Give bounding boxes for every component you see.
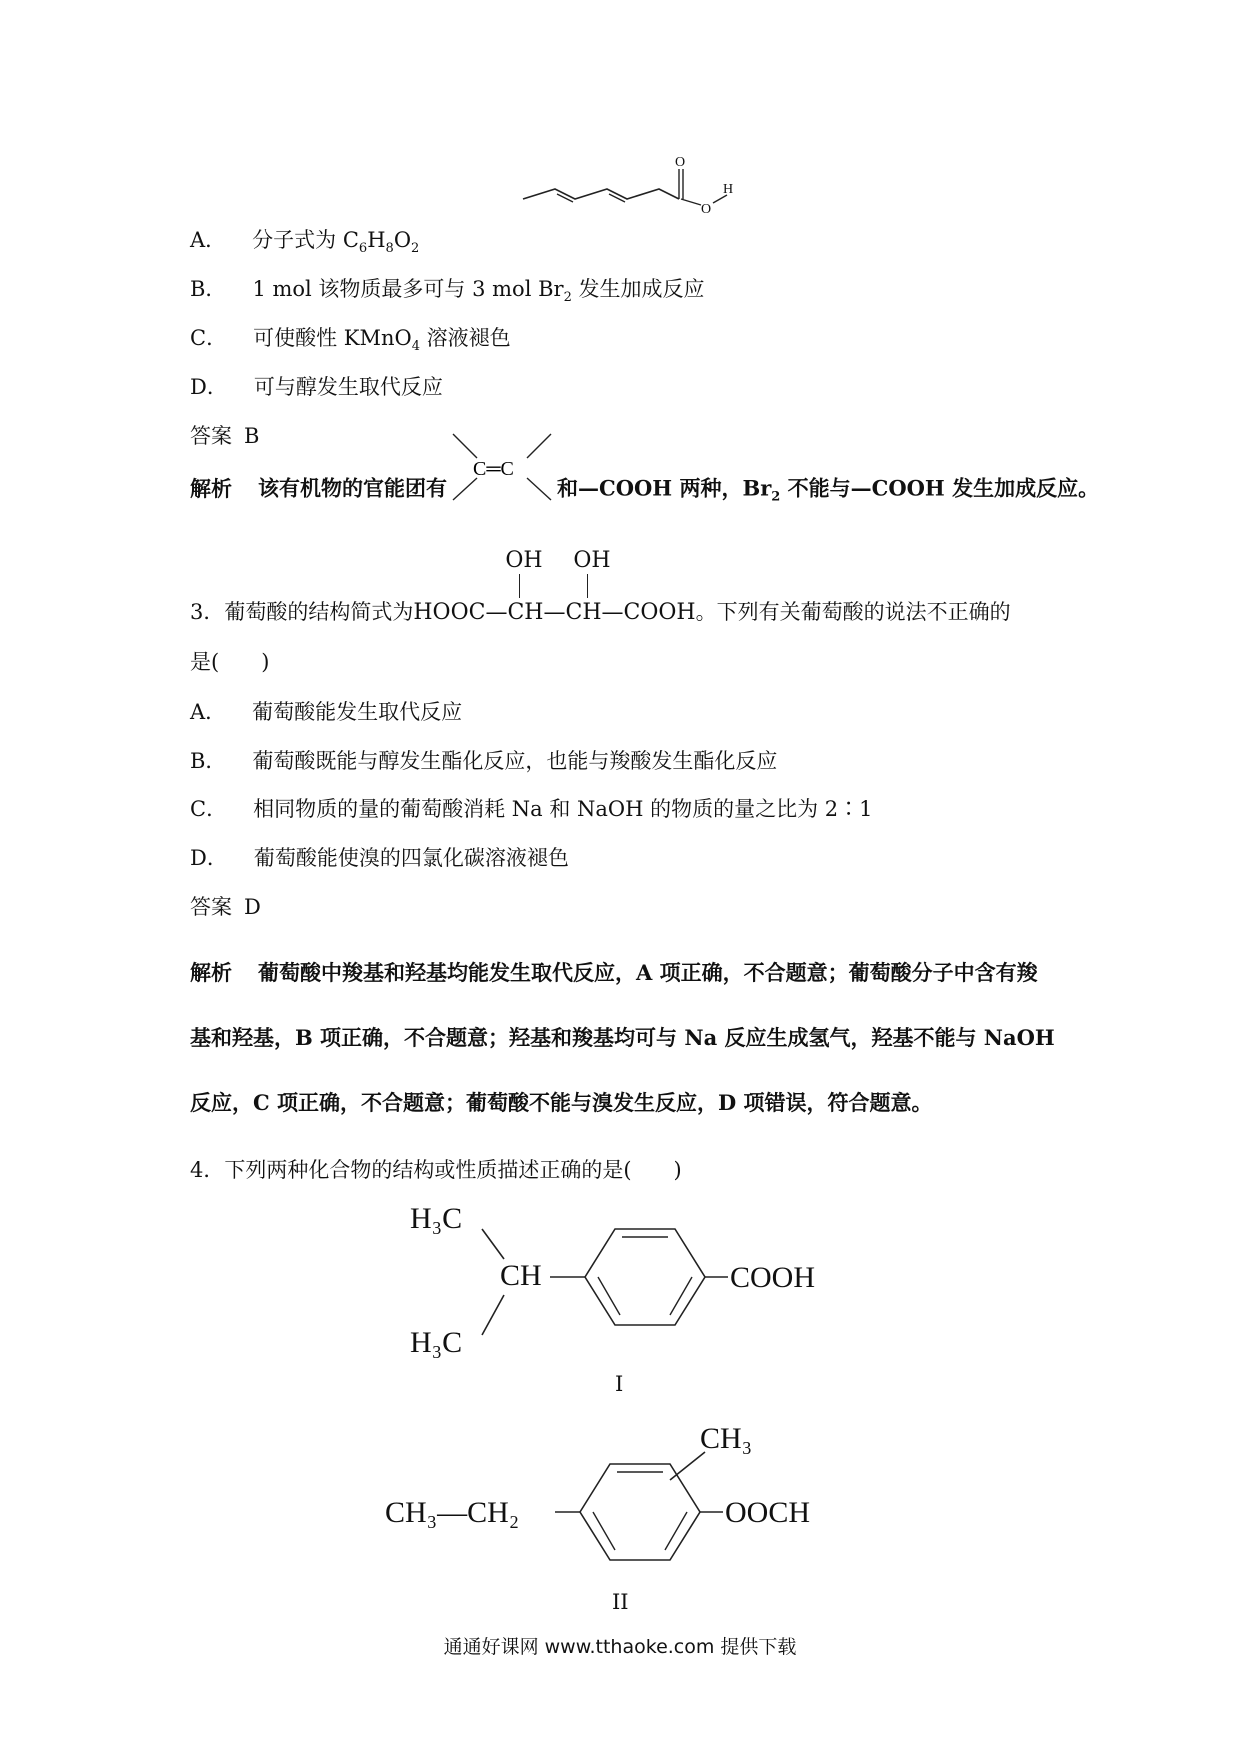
- q3-option-b: B． 葡萄酸既能与醇发生酯化反应，也能与羧酸发生酯化反应: [190, 749, 778, 773]
- q2-option-a: A． 分子式为 $C_6H_8O_2$: [190, 228, 420, 257]
- compound-2-ch3: CH₃: [700, 1422, 753, 1455]
- compound-2-label: II: [612, 1590, 629, 1614]
- q3-option-d: D． 葡萄酸能使溴的四氯化碳溶液褪色: [190, 846, 569, 870]
- q3-option-c: C． 相同物质的量的葡萄酸消耗 Na 和 NaOH 的物质的量之比为 2∶1: [190, 797, 873, 821]
- compound-2-chain: CH₃—CH₂: [385, 1496, 520, 1529]
- q3-option-a: A． 葡萄酸能发生取代反应: [190, 700, 463, 724]
- compound-1-structure: [400, 1195, 860, 1375]
- q3-stem-line2: 是( ): [190, 650, 270, 674]
- compound-1-ch: CH: [500, 1259, 542, 1292]
- compound-1-cooh: COOH: [730, 1261, 816, 1294]
- sorbic-acid-structure: [515, 155, 735, 215]
- compound-1-label: I: [615, 1372, 624, 1396]
- q3-answer: 答案 D: [190, 895, 261, 919]
- q2-option-c: C． 可使酸性 KMnO$_4$ 溶液褪色: [190, 326, 511, 355]
- q3-stem: 3．葡萄酸的结构简式为 OH OH HOOC—CH—CH—COOH。下列有关葡萄酸的说法不正确的: [190, 548, 1011, 625]
- q2-answer: 答案 B: [190, 424, 260, 448]
- structure-h: H: [723, 182, 734, 197]
- q3-analysis-line-2: 基和羟基，B 项正确，不合题意；羟基和羧基均可与 Na 反应生成氢气，羟基不能与 NaOH: [190, 1025, 1055, 1050]
- structure-o-top: O: [675, 155, 686, 170]
- compound-2-oocch: OOCH: [725, 1496, 811, 1529]
- q3-chain: HOOC—CH—CH—COOH: [413, 600, 696, 625]
- compound-1-h3c-top: H₃C: [410, 1202, 463, 1235]
- page-footer: 通通好课网 www.tthaoke.com 提供下载: [443, 1636, 797, 1658]
- compound-1-h3c-bottom: H₃C: [410, 1326, 463, 1359]
- alkene-cc: C═C: [473, 458, 514, 480]
- q3-analysis-line-1: 解析 葡萄酸中羧基和羟基均能发生取代反应，A 项正确，不合题意；葡萄酸分子中含有羧: [190, 960, 1038, 985]
- q2-option-d: D． 可与醇发生取代反应: [190, 375, 443, 399]
- q2-analysis: 解析 该有机物的官能团有 C═C 和—COOH 两种，$Br_2$ 不能与—COOH 发生加成反应。: [190, 470, 1099, 510]
- q2-option-b: B． 1 mol 该物质最多可与 3 mol $Br_2$ 发生加成反应: [190, 277, 705, 306]
- compound-2-structure: [380, 1410, 880, 1600]
- q3-oh-2: OH: [573, 548, 611, 573]
- structure-o-side: O: [701, 202, 712, 215]
- alkene-group-structure: [447, 430, 557, 510]
- q3-analysis-line-3: 反应，C 项正确，不合题意；葡萄酸不能与溴发生反应，D 项错误，符合题意。: [190, 1090, 933, 1115]
- q3-oh-1: OH: [505, 548, 543, 573]
- q4-stem: 4．下列两种化合物的结构或性质描述正确的是( ): [190, 1158, 682, 1182]
